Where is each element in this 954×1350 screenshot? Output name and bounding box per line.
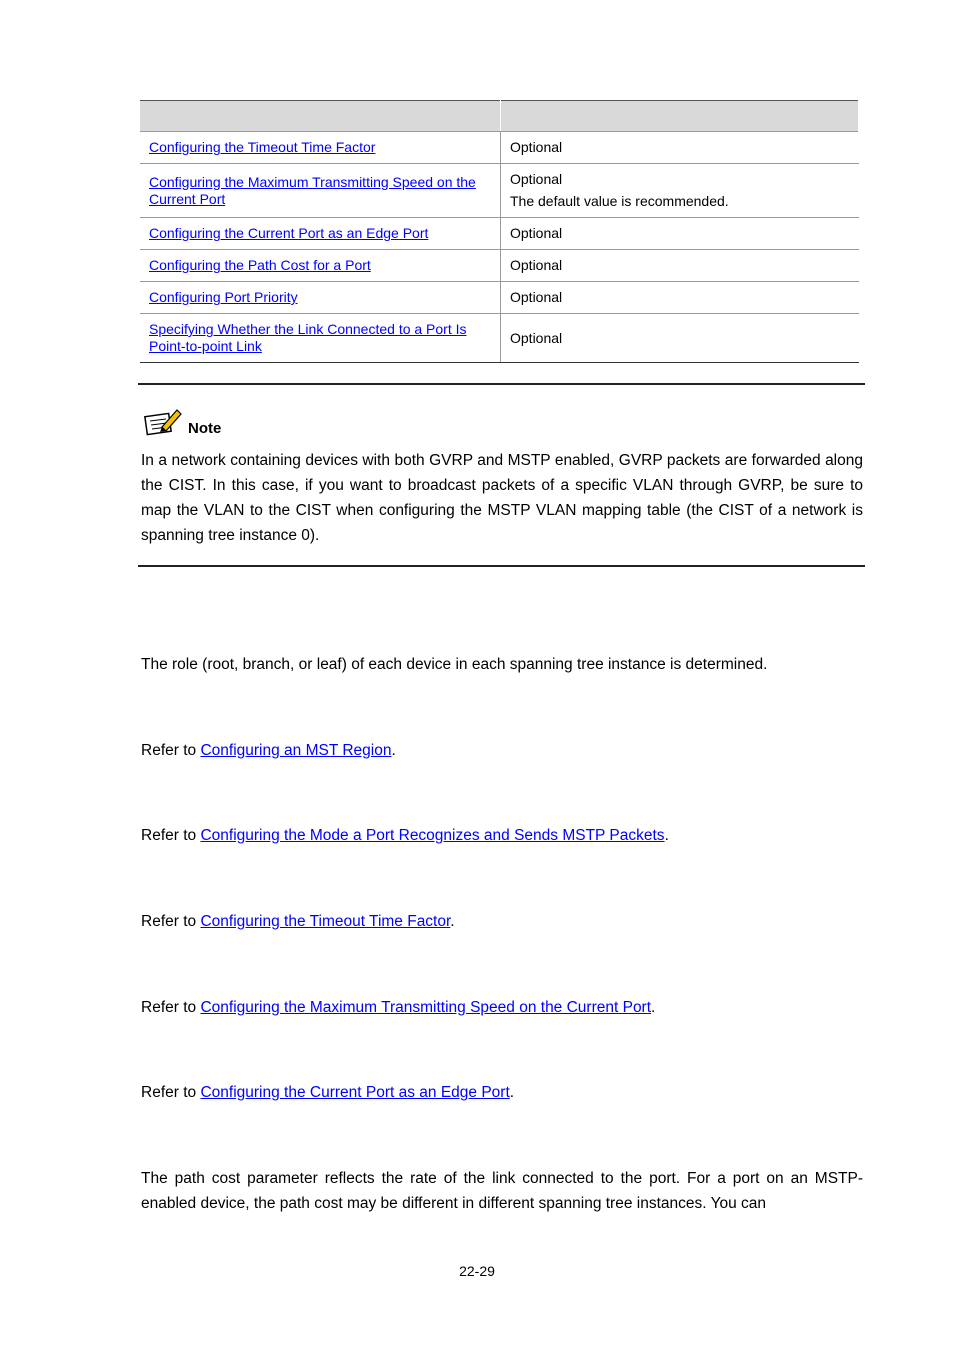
table-cell-task xyxy=(140,282,501,314)
refer-prefix: Refer to xyxy=(141,742,201,759)
ref-link-port-mode[interactable]: Configuring the Mode a Port Recognizes and Sends MSTP Packets xyxy=(200,827,665,844)
table-cell-remark: Optional xyxy=(501,218,860,250)
refer-period: . xyxy=(664,827,669,844)
table-cell-remark: Optional xyxy=(501,132,860,164)
remark-value: Optional xyxy=(510,171,563,187)
table-cell-remark: Optional xyxy=(501,314,860,363)
ref-link-timeout-factor[interactable]: Configuring the Timeout Time Factor xyxy=(200,913,451,930)
table-cell-task xyxy=(140,218,501,250)
table-cell-remark: Optional xyxy=(501,250,860,282)
config-table xyxy=(140,100,860,363)
table-row xyxy=(140,218,859,250)
task-link-timeout-factor[interactable]: Configuring the Timeout Time Factor xyxy=(149,139,376,155)
refer-prefix: Refer to xyxy=(141,913,201,930)
refer-paragraph xyxy=(141,995,655,1020)
refer-prefix: Refer to xyxy=(141,999,201,1016)
path-cost-paragraph: The path cost parameter reflects the rate of the link connected to the port. For a port on an MSTP-enabled device, the path cost may be different in different spanning tree instances. You can xyxy=(141,1170,863,1212)
refer-paragraph xyxy=(141,909,455,934)
refer-prefix: Refer to xyxy=(141,1084,201,1101)
table-row xyxy=(140,250,859,282)
refer-period: . xyxy=(450,913,455,930)
table-cell-remark: Optional xyxy=(501,282,860,314)
table-cell-remark xyxy=(501,164,860,218)
task-link-max-transmit-speed[interactable]: Configuring the Maximum Transmitting Speed on the Current Port xyxy=(149,173,476,207)
refer-period: . xyxy=(391,742,396,759)
role-paragraph: The role (root, branch, or leaf) of each device in each spanning tree instance is determined. xyxy=(141,656,768,673)
refer-period: . xyxy=(509,1084,515,1101)
table-cell-task xyxy=(140,250,501,282)
note-box xyxy=(138,383,865,567)
refer-paragraph xyxy=(141,738,396,763)
note-text: In a network containing devices with both GVRP and MSTP enabled, GVRP packets are forwarded along the CIST. In this case, if you want to broadcast packets of a specific VLAN through GVRP, be sure to map the VLAN to the CIST when configuring the MSTP VLAN mapping table (the CIST of a network is spanning tree instance 0). xyxy=(141,452,863,544)
task-link-port-priority[interactable]: Configuring Port Priority xyxy=(149,289,298,305)
ref-link-max-transmit-speed[interactable]: Configuring the Maximum Transmitting Speed on the Current Port xyxy=(200,999,652,1016)
remark-note: The default value is recommended. xyxy=(510,193,729,209)
refer-period: . xyxy=(651,999,656,1016)
refer-paragraph xyxy=(141,823,669,848)
ref-link-mst-region[interactable]: Configuring an MST Region xyxy=(200,742,392,759)
table-header-cell xyxy=(140,101,501,132)
table-row xyxy=(140,314,859,363)
task-link-path-cost[interactable]: Configuring the Path Cost for a Port xyxy=(149,257,371,273)
table-row xyxy=(140,132,859,164)
table-row xyxy=(140,282,859,314)
table-row xyxy=(140,164,859,218)
table-cell-task xyxy=(140,314,501,363)
table-cell-task xyxy=(140,164,501,218)
task-link-point-to-point[interactable]: Specifying Whether the Link Connected to a Port Is Point-to-point Link xyxy=(149,321,467,354)
note-title: Note xyxy=(188,420,222,437)
note-pencil-icon xyxy=(144,407,182,437)
refer-paragraph xyxy=(141,1080,514,1105)
task-link-edge-port[interactable]: Configuring the Current Port as an Edge Port xyxy=(149,225,429,241)
page-number: 22-29 xyxy=(459,1263,495,1279)
table-header-cell xyxy=(501,101,860,132)
ref-link-edge-port[interactable]: Configuring the Current Port as an Edge Port xyxy=(200,1084,510,1101)
refer-prefix: Refer to xyxy=(141,827,201,844)
note-header xyxy=(144,405,221,437)
table-cell-task xyxy=(140,132,501,164)
table-header-row xyxy=(140,101,859,132)
